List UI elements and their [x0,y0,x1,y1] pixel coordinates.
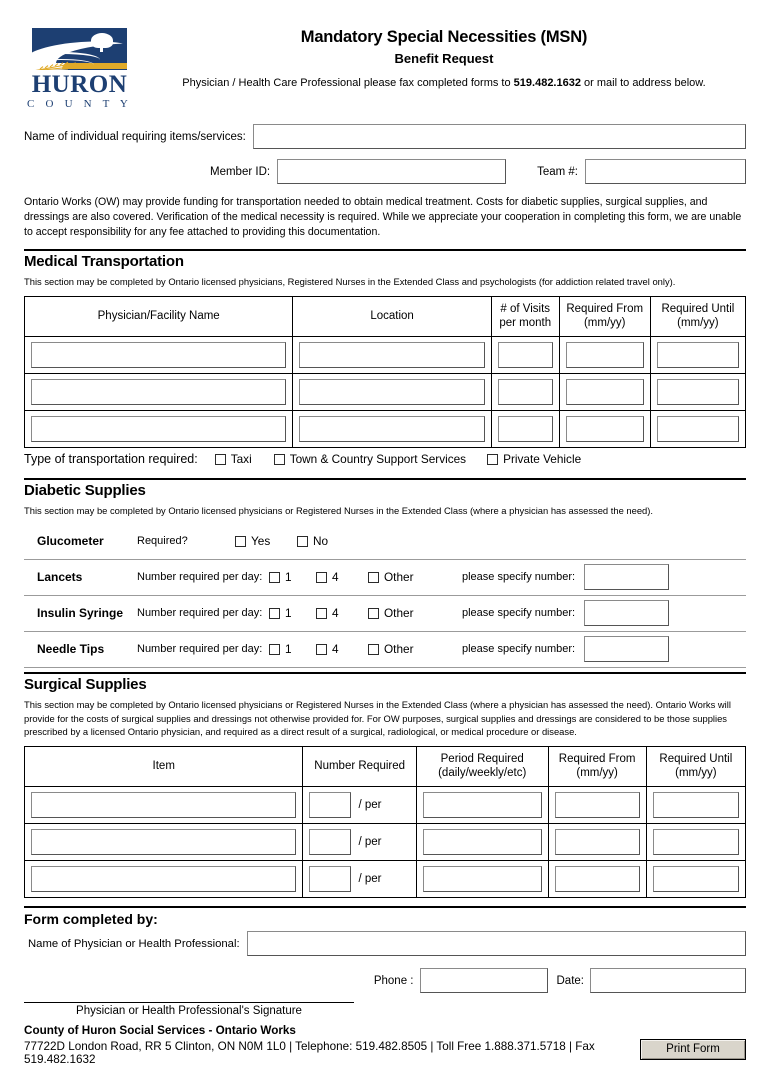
fax-instruction-post: or mail to address below. [580,77,706,89]
table-row [25,337,746,374]
ss-per-label: / per [358,873,382,886]
insulin-syringe-option-other-label: Other [384,606,414,621]
ss-per-label: / per [358,799,382,812]
table-row [25,787,746,824]
col-from-line1: Required From [566,302,644,315]
footer-organization: County of Huron Social Services - Ontario Works [24,1024,296,1038]
lancets-option-1-label: 1 [285,570,292,585]
mt-from-input[interactable] [566,416,644,442]
mt-location-input[interactable] [299,379,484,405]
checkbox-icon[interactable] [368,572,379,583]
ss-item-input[interactable] [31,829,296,855]
member-id-label: Member ID: [210,165,271,178]
col-required-until [650,296,745,337]
transport-option-town-country-label: Town & Country Support Services [289,452,467,467]
diabetic-row-insulin-syringe [24,596,746,632]
table-row [25,824,746,861]
col-required-from [548,746,646,787]
col-required-from [559,296,650,337]
phone-label: Phone : [373,974,414,987]
lancets-option-other-label: Other [384,570,414,585]
checkbox-icon[interactable] [269,572,280,583]
checkbox-icon[interactable] [316,644,327,655]
lancets-specify-input[interactable] [584,564,669,590]
col-until-line2: (mm/yy) [677,316,719,329]
col-visits-per-month [491,296,559,337]
insulin-syringe-option-4[interactable] [316,606,368,620]
lancets-specify-label: please specify number: [462,571,576,584]
lancets-option-4[interactable] [316,570,368,584]
col-period-required [416,746,548,787]
checkbox-icon[interactable] [368,644,379,655]
surgical-supplies-table [24,746,746,899]
mt-visits-input[interactable] [498,342,553,368]
ss-item-input[interactable] [31,866,296,892]
mt-from-input[interactable] [566,379,644,405]
checkbox-icon[interactable] [274,454,285,465]
ss-until-input[interactable] [653,829,739,855]
logo-wordmark-huron: HURON [31,71,128,98]
transport-option-private-vehicle[interactable] [487,452,581,466]
form-header [24,0,746,110]
section-divider-medical-transportation [24,249,746,251]
col-visits-line1: # of Visits [500,302,551,315]
glucometer-yes-option[interactable] [235,534,297,548]
physician-name-label: Name of Physician or Health Professional: [28,937,240,950]
individual-name-row [24,124,746,149]
mt-physician-input[interactable] [31,379,286,405]
lancets-option-4-label: 4 [332,570,339,585]
insulin-syringe-option-4-label: 4 [332,606,339,621]
col-visits-line2: per month [499,316,552,329]
ss-period-input[interactable] [423,866,542,892]
signature-line[interactable] [24,1002,354,1003]
footer-address: 77722D London Road, RR 5 Clinton, ON N0M 1L0 | Telephone: 519.482.8505 | Toll Free 1.888.371.5718 | Fax 519.482.1632 [24,1040,595,1066]
huron-county-logo [24,22,142,110]
section-divider-surgical-supplies [24,672,746,674]
col-item: Item [25,746,303,787]
checkbox-icon[interactable] [368,608,379,619]
member-team-row [24,159,746,184]
table-header-row [25,296,746,337]
lancets-option-other[interactable] [368,570,454,584]
section-title-surgical-supplies: Surgical Supplies [24,675,147,693]
diabetic-row-needle-tips [24,632,746,668]
table-header-row [25,746,746,787]
ss-number-input[interactable] [309,792,351,818]
insulin-syringe-specify-label: please specify number: [462,607,576,620]
insulin-syringe-option-1[interactable] [269,606,316,620]
ss-until-input[interactable] [653,866,739,892]
insulin-syringe-option-other[interactable] [368,606,454,620]
section-divider-diabetic-supplies [24,478,746,480]
needle-tips-option-1[interactable] [269,642,316,656]
section-title-medical-transportation: Medical Transportation [24,253,184,271]
transportation-type-row [24,452,746,469]
diabetic-row-lancets [24,560,746,596]
checkbox-icon[interactable] [235,536,246,547]
col-until-line2: (mm/yy) [675,766,717,779]
col-from-line1: Required From [558,752,636,765]
page-subtitle: Benefit Request [394,51,494,66]
mt-physician-input[interactable] [31,342,286,368]
col-physician-facility-name: Physician/Facility Name [25,296,293,337]
ss-item-input[interactable] [31,792,296,818]
checkbox-icon[interactable] [297,536,308,547]
insulin-syringe-specify-input[interactable] [584,600,669,626]
needle-tips-label: Needle Tips [37,642,105,657]
fax-number: 519.482.1632 [513,77,581,89]
mt-visits-input[interactable] [498,416,553,442]
checkbox-icon[interactable] [269,644,280,655]
form-footer [24,1024,746,1066]
checkbox-icon[interactable] [215,454,226,465]
member-id-input[interactable] [277,159,506,184]
phone-input[interactable] [420,968,548,993]
ss-per-label: / per [358,836,382,849]
col-number-required: Number Required [303,746,416,787]
section-note-surgical-supplies: This section may be completed by Ontario licensed physicians or Registered Nurses in the Extended Class (where a physician has assessed the need). Ontario Works will provide for the costs of surgical supplies and dressings not otherwise provided for. For OW purposes, surgical supplies and dressings are considered to be those supplies prescribed by a licensed Ontario physician, and required as a direct result of a surgical, radiological, or medical procedure or disease. [24,698,731,738]
checkbox-icon[interactable] [316,572,327,583]
checkbox-icon[interactable] [316,608,327,619]
ss-from-input[interactable] [555,866,640,892]
fax-instruction [142,77,746,89]
page-title: Mandatory Special Necessities (MSN) [300,28,588,46]
ss-from-input[interactable] [555,829,640,855]
needle-tips-specify-label: please specify number: [462,643,576,656]
col-required-until [646,746,745,787]
insulin-syringe-label: Insulin Syringe [37,606,124,621]
mt-from-input[interactable] [566,342,644,368]
glucometer-no-option[interactable] [297,534,328,548]
section-title-form-completed-by: Form completed by: [24,911,158,928]
table-row [25,411,746,448]
mt-physician-input[interactable] [31,416,286,442]
team-number-input[interactable] [585,159,746,184]
wheat-icon [32,58,78,70]
physician-name-input[interactable] [247,931,746,956]
needle-tips-option-other[interactable] [368,642,454,656]
needle-tips-specify-input[interactable] [584,636,669,662]
insulin-syringe-option-1-label: 1 [285,606,292,621]
mt-until-input[interactable] [657,379,739,405]
ss-period-input[interactable] [423,792,542,818]
lancets-label: Lancets [37,570,83,585]
needle-tips-question: Number required per day: [137,643,263,656]
table-row [25,861,746,898]
ss-period-input[interactable] [423,829,542,855]
team-number-label: Team #: [537,165,578,178]
section-note-diabetic-supplies: This section may be completed by Ontario licensed physicians or Registered Nurses in the Extended Class (where a physician has assessed the need). [24,505,653,517]
physician-name-row [24,931,746,956]
col-from-line2: (mm/yy) [583,316,626,329]
needle-tips-option-4[interactable] [316,642,368,656]
transport-option-taxi-label: Taxi [230,452,252,467]
glucometer-label: Glucometer [37,534,104,549]
col-until-line1: Required Until [661,302,735,315]
insulin-syringe-question: Number required per day: [137,607,263,620]
section-note-medical-transportation: This section may be completed by Ontario licensed physicians, Registered Nurses in the Extended Class and psychologists (for addiction related travel only). [24,276,676,288]
phone-date-row [24,968,746,993]
logo-wordmark-county: C O U N T Y [27,98,132,110]
checkbox-icon[interactable] [269,608,280,619]
signature-caption: Physician or Health Professional's Signature [76,1005,302,1018]
transport-option-private-vehicle-label: Private Vehicle [503,452,582,467]
transportation-type-label: Type of transportation required: [24,452,198,467]
ss-number-input[interactable] [309,829,351,855]
transport-option-taxi[interactable] [215,452,252,466]
mt-location-input[interactable] [299,342,484,368]
col-until-line1: Required Until [659,752,733,765]
lancets-option-1[interactable] [269,570,316,584]
glucometer-question: Required? [137,535,188,548]
glucometer-yes-label: Yes [251,534,271,549]
individual-name-input[interactable] [253,124,746,149]
medical-transportation-table [24,296,746,449]
section-title-diabetic-supplies: Diabetic Supplies [24,482,146,500]
section-divider-form-completed-by [24,906,746,908]
mt-until-input[interactable] [657,342,739,368]
needle-tips-option-other-label: Other [384,642,414,657]
intro-paragraph: Ontario Works (OW) may provide funding for transportation needed to obtain medical treatment. Costs for diabetic supplies, surgical supplies, and dressings are also covered. Verification of the medical necessity is required. While we appreciate your cooperation in completing this form, we are unable to accept responsibility for any fee attached to providing this documentation. [24,196,742,239]
mt-until-input[interactable] [657,416,739,442]
col-location: Location [293,296,491,337]
mt-visits-input[interactable] [498,379,553,405]
table-row [25,374,746,411]
needle-tips-option-1-label: 1 [285,642,292,657]
date-input[interactable] [590,968,746,993]
diabetic-row-glucometer [24,524,746,560]
ss-from-input[interactable] [555,792,640,818]
ss-until-input[interactable] [653,792,739,818]
huron-crest-icon [32,28,127,70]
signature-block [24,1002,746,1017]
print-form-button[interactable]: Print Form [640,1039,746,1060]
mt-location-input[interactable] [299,416,484,442]
col-period-line1: Period Required [440,752,524,765]
date-label: Date: [556,974,584,987]
transport-option-town-country[interactable] [274,452,466,466]
ss-number-input[interactable] [309,866,351,892]
lancets-question: Number required per day: [137,571,263,584]
col-period-line2: (daily/weekly/etc) [438,766,527,779]
individual-name-label: Name of individual requiring items/services: [24,130,246,143]
checkbox-icon[interactable] [487,454,498,465]
glucometer-no-label: No [313,534,329,549]
needle-tips-option-4-label: 4 [332,642,339,657]
col-from-line2: (mm/yy) [576,766,618,779]
fax-instruction-pre: Physician / Health Care Professional please fax completed forms to [182,77,514,89]
